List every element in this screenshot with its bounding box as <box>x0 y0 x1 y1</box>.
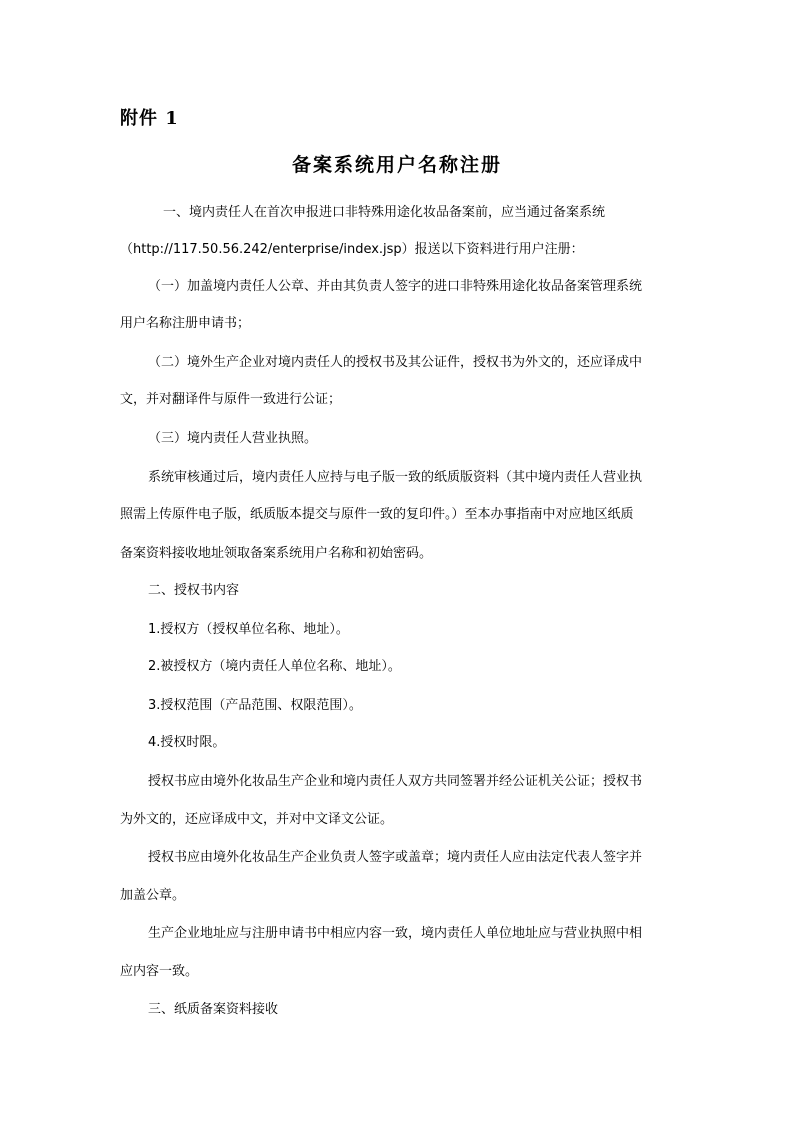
section-heading: 二、授权书内容 <box>148 583 240 598</box>
list-item: 3.授权范围（产品范围、权限范围）。 <box>148 698 362 713</box>
paragraph-line: 生产企业地址应与注册申请书中相应内容一致，境内责任人单位地址应与营业执照中相 <box>148 926 643 941</box>
paragraph-line: 用户名称注册申请书； <box>120 316 251 331</box>
paragraph-line: 备案资料接收地址领取备案系统用户名称和初始密码。 <box>120 546 433 561</box>
attachment-label: 附件 1 <box>120 108 179 129</box>
paragraph-line: 文，并对翻译件与原件一致进行公证； <box>120 392 342 407</box>
paragraph-line: （一）加盖境内责任人公章、并由其负责人签字的进口非特殊用途化妆品备案管理系统 <box>148 279 643 294</box>
list-item: 4.授权时限。 <box>148 735 226 750</box>
document-title: 备案系统用户名称注册 <box>291 154 502 176</box>
paragraph-line: （三）境内责任人营业执照。 <box>148 431 318 446</box>
paragraph-line: （二）境外生产企业对境内责任人的授权书及其公证件，授权书为外文的，还应译成中 <box>148 355 643 370</box>
list-item: 1.授权方（授权单位名称、地址）。 <box>148 622 349 637</box>
paragraph-line: 照需上传原件电子版，纸质版本提交与原件一致的复印件。）至本办事指南中对应地区纸质 <box>120 507 634 522</box>
paragraph-line: 授权书应由境外化妆品生产企业和境内责任人双方共同签署并经公证机关公证；授权书 <box>148 774 643 789</box>
paragraph-line: 系统审核通过后，境内责任人应持与电子版一致的纸质版资料（其中境内责任人营业执 <box>148 470 643 485</box>
paragraph-line: 为外文的，还应译成中文，并对中文译文公证。 <box>120 812 394 827</box>
paragraph-line: 一、境内责任人在首次申报进口非特殊用途化妆品备案前，应当通过备案系统 <box>163 205 606 220</box>
paragraph-line: 应内容一致。 <box>120 964 199 979</box>
paragraph-line: （http://117.50.56.242/enterprise/index.jsp）报送以下资料进行用户注册： <box>120 242 584 257</box>
list-item: 2.被授权方（境内责任人单位名称、地址）。 <box>148 659 401 674</box>
paragraph-line: 授权书应由境外化妆品生产企业负责人签字或盖章；境内责任人应由法定代表人签字并 <box>148 850 643 865</box>
paragraph-line: 加盖公章。 <box>120 888 186 903</box>
section-heading: 三、纸质备案资料接收 <box>148 1002 279 1017</box>
